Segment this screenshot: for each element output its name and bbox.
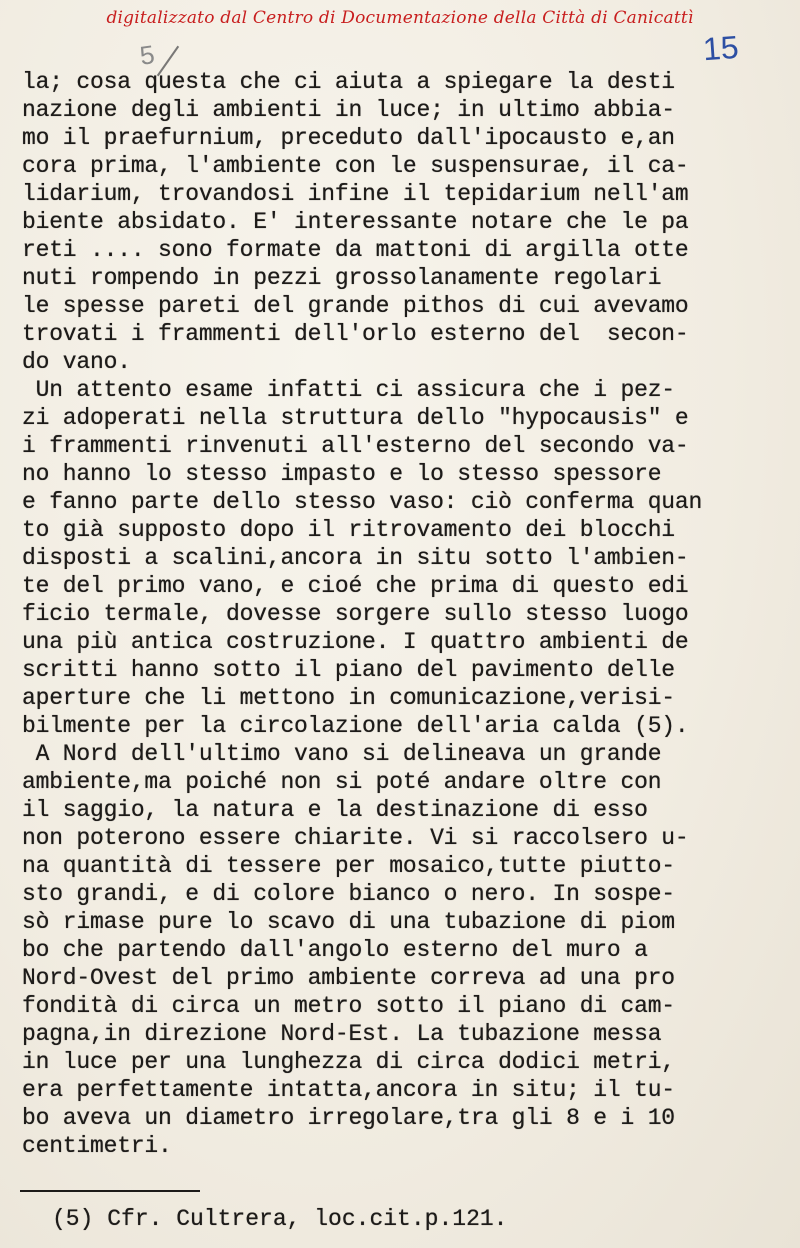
body-line: disposti a scalini,ancora in situ sotto l'ambien- bbox=[22, 545, 689, 571]
body-line: bo aveva un diametro irregolare,tra gli 8 e i 10 bbox=[22, 1105, 675, 1131]
digitization-watermark: digitalizzato dal Centro di Documentazione della Città di Canicattì bbox=[106, 8, 694, 28]
body-line: bo che partendo dall'angolo esterno del muro a bbox=[22, 937, 648, 963]
body-line: Un attento esame infatti ci assicura che i pez- bbox=[22, 377, 675, 403]
body-line: Nord-Ovest del primo ambiente correva ad una pro bbox=[22, 965, 675, 991]
body-line: sto grandi, e di colore bianco o nero. In sospe- bbox=[22, 881, 675, 907]
handwritten-page-number: 15 bbox=[701, 28, 740, 68]
body-line: te del primo vano, e cioé che prima di questo edi bbox=[22, 573, 689, 599]
body-line: non poterono essere chiarite. Vi si raccolsero u- bbox=[22, 825, 689, 851]
body-line: no hanno lo stesso impasto e lo stesso spessore bbox=[22, 461, 662, 487]
body-line: do vano. bbox=[22, 349, 131, 375]
body-line: nazione degli ambienti in luce; in ultimo abbia- bbox=[22, 97, 675, 123]
body-line: biente absidato. E' interessante notare che le pa bbox=[22, 209, 689, 235]
body-line: aperture che li mettono in comunicazione,verisi- bbox=[22, 685, 675, 711]
body-line: lidarium, trovandosi infine il tepidarium nell'am bbox=[22, 181, 689, 207]
body-line: scritti hanno sotto il piano del pavimento delle bbox=[22, 657, 675, 683]
body-line: fondità di circa un metro sotto il piano di cam- bbox=[22, 993, 675, 1019]
body-line: centimetri. bbox=[22, 1133, 172, 1159]
body-line: i frammenti rinvenuti all'esterno del secondo va- bbox=[22, 433, 689, 459]
footnote-divider bbox=[20, 1190, 200, 1192]
body-line: bilmente per la circolazione dell'aria calda (5). bbox=[22, 713, 689, 739]
body-line: A Nord dell'ultimo vano si delineava un grande bbox=[22, 741, 662, 767]
body-line: la; cosa questa che ci aiuta a spiegare la desti bbox=[22, 69, 675, 95]
body-line: mo il praefurnium, preceduto dall'ipocausto e,an bbox=[22, 125, 675, 151]
body-line: nuti rompendo in pezzi grossolanamente regolari bbox=[22, 265, 662, 291]
body-line: to già supposto dopo il ritrovamento dei blocchi bbox=[22, 517, 675, 543]
body-line: una più antica costruzione. I quattro ambienti de bbox=[22, 629, 689, 655]
body-line: sò rimase pure lo scavo di una tubazione di piom bbox=[22, 909, 675, 935]
footnote: (5) Cfr. Cultrera, loc.cit.p.121. bbox=[52, 1206, 508, 1232]
body-line: reti .... sono formate da mattoni di argilla otte bbox=[22, 237, 689, 263]
body-line: na quantità di tessere per mosaico,tutte piutto- bbox=[22, 853, 675, 879]
typewritten-body bbox=[22, 68, 792, 1160]
body-line: cora prima, l'ambiente con le suspensurae, il ca- bbox=[22, 153, 689, 179]
body-line: pagna,in direzione Nord-Est. La tubazione messa bbox=[22, 1021, 662, 1047]
body-line: ficio termale, dovesse sorgere sullo stesso luogo bbox=[22, 601, 689, 627]
body-line: zi adoperati nella struttura dello "hypocausis" e bbox=[22, 405, 689, 431]
body-line: il saggio, la natura e la destinazione di esso bbox=[22, 797, 648, 823]
body-line: in luce per una lunghezza di circa dodici metri, bbox=[22, 1049, 675, 1075]
body-line: era perfettamente intatta,ancora in situ; il tu- bbox=[22, 1077, 675, 1103]
body-line: ambiente,ma poiché non si poté andare oltre con bbox=[22, 769, 662, 795]
body-line: e fanno parte dello stesso vaso: ciò conferma quan bbox=[22, 489, 703, 515]
handwritten-page-mark-left: 5 bbox=[137, 39, 157, 71]
body-line: le spesse pareti del grande pithos di cui avevamo bbox=[22, 293, 689, 319]
body-line: trovati i frammenti dell'orlo esterno del secon- bbox=[22, 321, 689, 347]
